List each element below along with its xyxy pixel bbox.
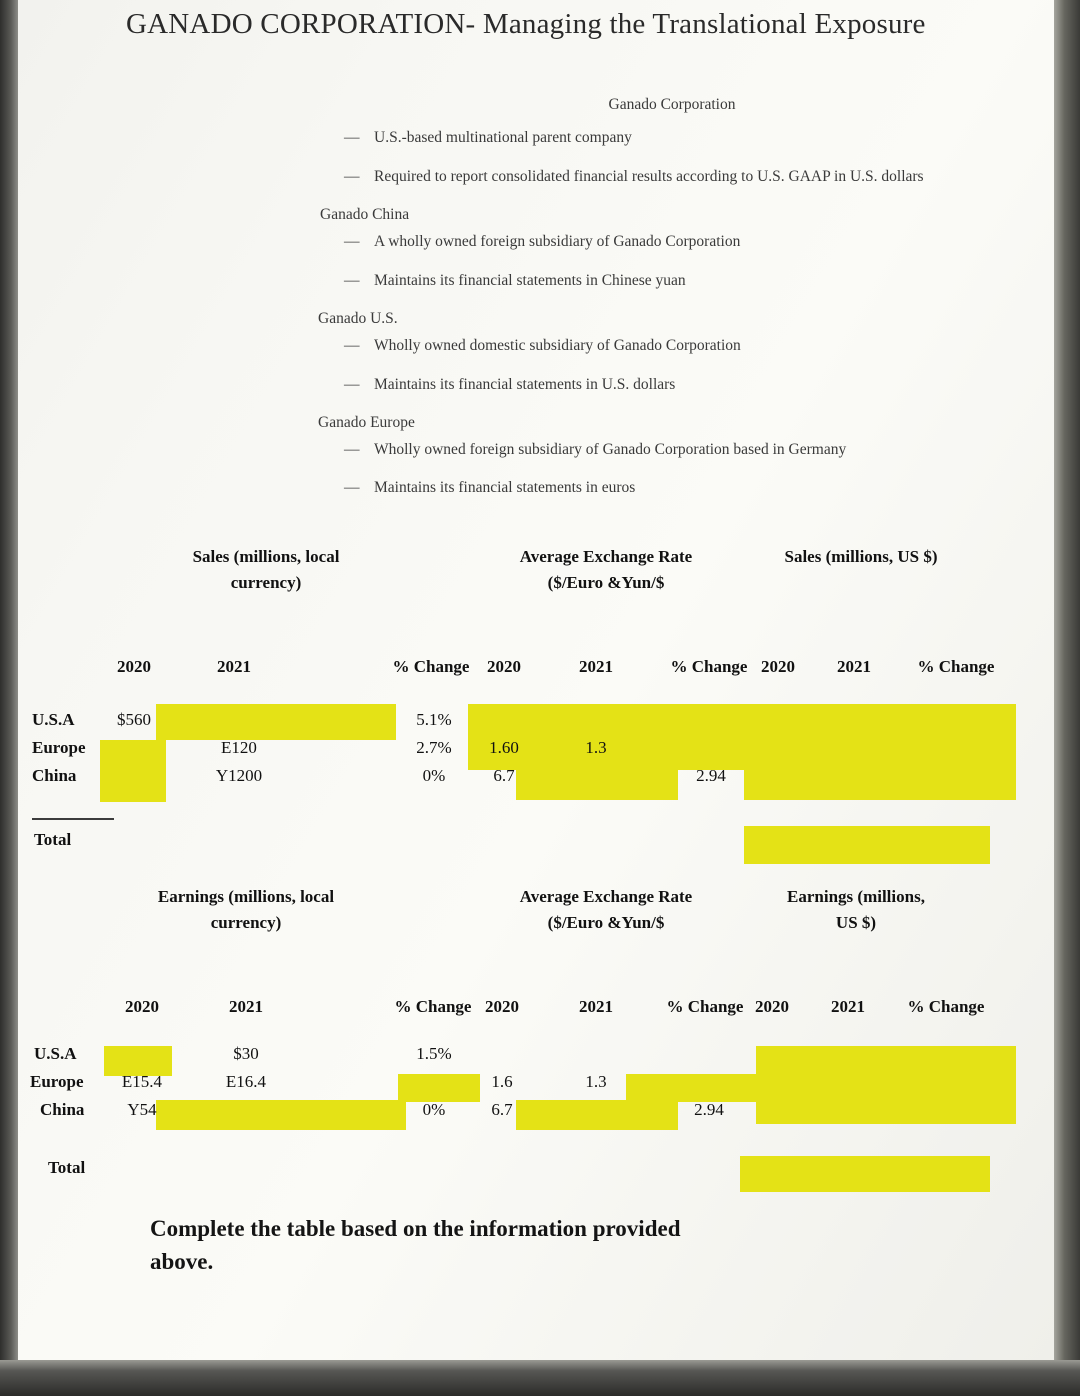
bullet-item	[344, 478, 1022, 499]
bullet-text: U.S.-based multinational parent company	[374, 129, 632, 146]
header-2021-usd: 2021	[831, 997, 865, 1016]
cell-china-rate-2020: 6.7	[491, 1100, 513, 1119]
row-label-usa: U.S.A	[34, 1044, 77, 1063]
bullet-text: Wholly owned domestic subsidiary of Ganado Corporation	[374, 336, 741, 354]
page-title: GANADO CORPORATION- Managing the Translational Exposure	[126, 8, 926, 40]
cell-europe-local-2020: E15.4	[121, 1072, 163, 1091]
dash-icon: —	[344, 440, 360, 458]
cell-china-local-pct: 0%	[422, 766, 446, 785]
photo-edge-right	[1054, 0, 1080, 1396]
highlight-block	[156, 704, 396, 740]
group-heading: Ganado U.S.	[318, 309, 398, 327]
bullet-text: Maintains its financial statements in U.S. dollars	[374, 375, 676, 393]
dash-icon: —	[344, 271, 360, 289]
cell-china-local-2020: Y54	[127, 1100, 157, 1119]
cell-china-rate-pct: 2.94	[694, 1100, 724, 1119]
group-heading: Ganado China	[320, 205, 410, 223]
total-label: Total	[34, 830, 72, 849]
bullet-text: Maintains its financial statements in Chinese yuan	[374, 271, 686, 289]
bullet-item	[344, 128, 1022, 149]
header-pct-local: % Change	[392, 657, 470, 676]
cell-china-rate-pct: 2.94	[696, 766, 726, 785]
group-title-local: Earnings (millions, local currency)	[157, 887, 335, 933]
highlight-block	[100, 740, 166, 802]
bullet-item	[344, 440, 1022, 461]
highlight-block	[744, 826, 990, 864]
row-label-europe: Europe	[32, 738, 86, 757]
header-2021-rate: 2021	[579, 657, 613, 676]
bullet-text: Required to report consolidated financial results according to U.S. GAAP in U.S. dollars	[374, 167, 924, 185]
group-title-usd: Sales (millions, US $)	[784, 547, 938, 566]
dash-icon: —	[344, 375, 360, 393]
bullet-item	[344, 375, 1022, 396]
highlight-block	[744, 768, 1016, 800]
cell-europe-rate-2020: 1.60	[489, 738, 519, 757]
bullet-text: A wholly owned foreign subsidiary of Ganado Corporation	[374, 232, 741, 250]
cell-china-local-2021: Y1200	[215, 766, 263, 785]
row-label-china: China	[32, 766, 77, 785]
cell-europe-rate-2021: 1.3	[585, 1072, 607, 1091]
header-pct-usd: % Change	[917, 657, 995, 676]
cell-europe-local-2021: E16.4	[225, 1072, 267, 1091]
highlight-block	[156, 1100, 406, 1130]
header-2020-rate: 2020	[485, 997, 519, 1016]
highlight-block	[626, 1074, 762, 1102]
dash-icon: —	[344, 129, 360, 146]
bullet-text: Maintains its financial statements in euros	[374, 479, 636, 497]
cell-europe-local-2021: E120	[221, 738, 257, 757]
cell-usa-local-2021: $30	[233, 1044, 259, 1063]
header-2020-usd: 2020	[755, 997, 789, 1016]
bullet-text: Wholly owned foreign subsidiary of Ganado Corporation based in Germany	[374, 440, 847, 458]
group-title-rate: Average Exchange Rate ($/Euro &Yun/$	[519, 547, 693, 593]
cell-europe-local-pct: 2.7%	[416, 738, 452, 757]
body-content	[318, 96, 1022, 517]
total-label: Total	[48, 1158, 86, 1177]
highlight-block	[740, 1156, 990, 1192]
cell-china-rate-2020: 6.7	[493, 766, 515, 785]
row-label-china: China	[40, 1100, 85, 1119]
header-pct-rate: % Change	[666, 997, 744, 1016]
photo-edge-left	[0, 0, 18, 1396]
dash-icon: —	[344, 336, 360, 354]
dash-icon: —	[344, 167, 360, 185]
cell-europe-rate-2021: 1.3	[585, 738, 607, 757]
bullet-item	[344, 232, 1022, 253]
group-heading: Ganado Europe	[318, 413, 415, 431]
group-title-usd: Earnings (millions, US $)	[787, 887, 925, 933]
row-label-europe: Europe	[30, 1072, 84, 1091]
bullet-item	[344, 271, 1022, 292]
header-2020-usd: 2020	[761, 657, 795, 676]
bullet-item	[344, 167, 1022, 188]
cell-europe-rate-2020: 1.6	[491, 1072, 513, 1091]
cell-usa-local-2020: $560	[117, 710, 151, 729]
cell-usa-local-pct: 5.1%	[416, 710, 452, 729]
header-2020-local: 2020	[117, 657, 151, 676]
highlight-block	[756, 1046, 1016, 1124]
header-2021-local: 2021	[229, 997, 263, 1016]
instruction-line-1: Complete the table based on the information provided	[150, 1216, 681, 1241]
header-2020-rate: 2020	[487, 657, 521, 676]
cell-usa-local-pct: 1.5%	[416, 1044, 452, 1063]
header-2021-rate: 2021	[579, 997, 613, 1016]
group-title-local: Sales (millions, local currency)	[192, 547, 340, 593]
header-2021-local: 2021	[217, 657, 251, 676]
dash-icon: —	[344, 232, 360, 250]
header-pct-rate: % Change	[670, 657, 748, 676]
photo-edge-bottom	[0, 1360, 1080, 1396]
header-2020-local: 2020	[125, 997, 159, 1016]
instruction-text	[150, 1212, 990, 1279]
dash-icon: —	[344, 479, 360, 497]
header-pct-local: % Change	[394, 997, 472, 1016]
total-rule	[32, 818, 114, 820]
header-pct-usd: % Change	[907, 997, 985, 1016]
group-title-rate: Average Exchange Rate ($/Euro &Yun/$	[519, 887, 693, 933]
cell-china-local-pct: 0%	[422, 1100, 446, 1119]
instruction-line-2: above.	[150, 1249, 214, 1275]
body-heading: Ganado Corporation	[608, 96, 736, 113]
header-2021-usd: 2021	[837, 657, 871, 676]
bullet-item	[344, 336, 1022, 357]
row-label-usa: U.S.A	[32, 710, 75, 729]
